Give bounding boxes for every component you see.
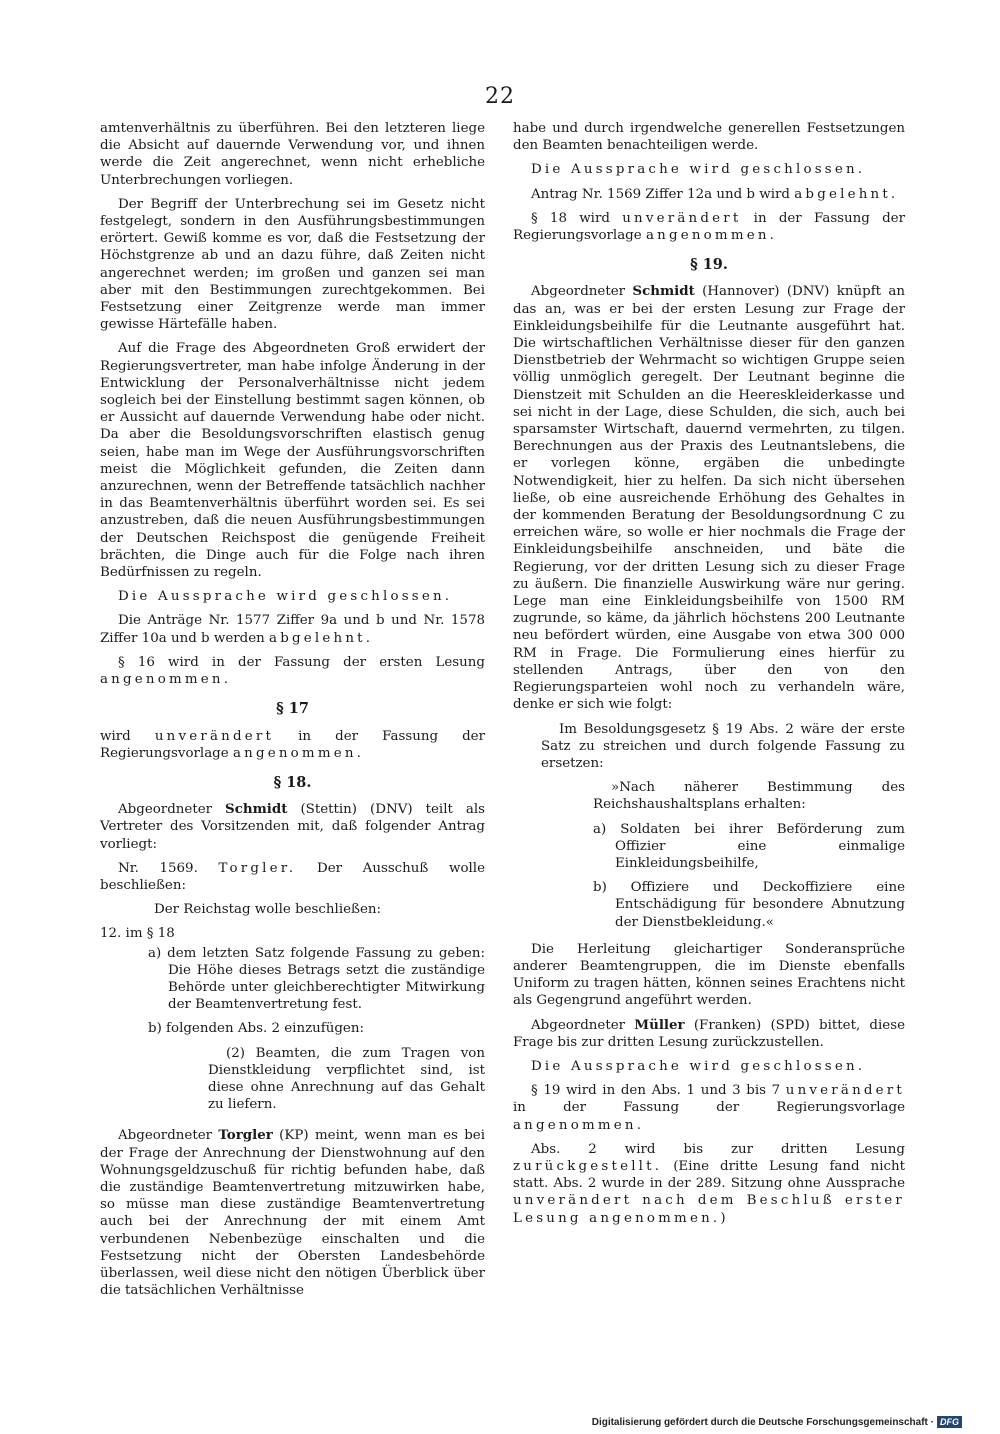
text-span: angenommen.	[645, 228, 778, 244]
paragraph	[100, 654, 485, 688]
text-span: unverändert	[154, 728, 275, 744]
paragraph	[513, 1082, 905, 1134]
paragraph: habe und durch irgendwelche generellen Festsetzungen den Beamten benachteiligen werde.	[513, 121, 905, 154]
paragraph	[513, 210, 905, 244]
paragraph: Die Aussprache wird geschlossen.	[531, 162, 866, 178]
text-span: (KP) meint, wenn man es bei der Frage der Anrechnung der Dienstwohnung auf den Wohnungsgeldzuschuß für richtig befunden habe, daß die zuständige Beamtenvertretung mitzuwirken habe, so müsse man diese zuständige Beamtenvertretung auch bei der Anrechnung der mit einem Amt verbundenen Nebenbezüge einschalten und die Festsetzung nicht der Obersten Landesbehörde überlassen, weil diese nicht den nötigen Überblick über die tatsächlichen Verhältnisse	[100, 1128, 485, 1299]
text-span: in der Fassung der Regierungsvorlage	[100, 728, 486, 761]
text-span: angenommen.	[513, 1117, 645, 1133]
text-span: abgelehnt.	[269, 630, 374, 646]
speaker-name: Torgler	[218, 1127, 273, 1144]
paragraph: Der Begriff der Unterbrechung sei im Gesetz nicht festgelegt, sondern in den Ausführungsbestimmungen erörtert. Gewiß komme es vor, daß die Festsetzung der Höchstgrenze ab und an dazu führe, daß Zeiten nicht angerechnet werden; im großen und ganzen sei man aber mit den Bestimmungen zurechtgekommen. Bei Festsetzung einer Zeitgrenze werde man immer gewisse Härtefälle haben.	[100, 196, 485, 333]
text-span: (Stettin) (DNV) teilt als Vertreter des Vorsitzenden mit, daß folgender Antrag vorliegt:	[100, 802, 486, 852]
text-span: unverändert nach dem Beschluß erster Lesung angenommen.)	[513, 1193, 905, 1226]
paragraph: Auf die Frage des Abgeordneten Groß erwidert der Regierungsvertreter, man habe infolge Änderung in der Entwicklung der Personalverhältnisse nicht jedem sogleich bei der Einstellung bestimmt sagen können, ob er Aussicht auf dauernde Verwendung habe oder nicht. Da aber die Besoldungsvorschriften elastisch genug seien, habe man im Wege der Ausführungsvorschriften meist die Möglichkeit gefunden, die Zeiten dann anzurechnen, wenn der Betreffende tatsächlich nachher in das Beamtenverhältnis überführt worden sei. Es sei anzustreben, daß die neuen Ausführungsbestimmungen der Deutschen Reichspost die genügende Freiheit brächten, die Dinge auch für die Folge nach ihren Bedürfnissen zu regeln.	[100, 341, 485, 581]
paragraph	[100, 728, 485, 762]
paragraph	[100, 801, 485, 853]
speaker-name: Schmidt	[632, 283, 695, 300]
text-span: in der Fassung der Regierungsvorlage	[513, 1100, 905, 1116]
paragraph: Die Herleitung gleichartiger Sonderansprüche anderer Beamtengruppen, die im Dienste ebenfalls Uniform zu tragen hätten, können seines Erachtens nicht als Gegengrund angeführt werden.	[513, 941, 905, 1009]
text-span: Der Ausschuß wolle beschließen:	[100, 860, 485, 893]
text-span: § 16 wird in der Fassung der ersten Lesung	[118, 654, 485, 670]
list-item: a) dem letzten Satz folgende Fassung zu geben: Die Höhe dieses Betrags setzt die zuständige Behörde unter gleichberechtigter Mitwirkung der Beamtenvertretung fest.	[148, 945, 485, 1013]
left-column	[100, 120, 485, 1306]
section-heading: § 18.	[273, 773, 312, 791]
paragraph: Die Aussprache wird geschlossen.	[118, 589, 453, 605]
text-span: Die Anträge Nr. 1577 Ziffer 9a und b und Nr. 1578 Ziffer 10a und b werden	[100, 613, 485, 646]
text-span: Abgeordneter	[118, 802, 213, 818]
text-span: (Hannover) (DNV) knüpft an das an, was er bei der ersten Lesung zur Frage der Einkleidungsbeihilfe für die Leutnante ausgeführt hat. Die wirtschaftlichen Verhältnisse dieser für den ganzen Dienstbetrieb der Wehrmacht so wichtigen Gruppe seien völlig unmöglich geregelt. Der Leutnant beginne die Dienstzeit mit Schulden an die Heereskleiderkasse und sei nicht in der Lage, diese Schulden, die sich, auch bei sparsamster Wirtschaft, dauernd vermehrten, zu tilgen. Berechnungen aus der Praxis des Leutnantslebens, die er vorlegen könne, ergäben die unbedingte Notwendigkeit, hier zu helfen. Da sich nicht übersehen ließe, ob eine ausreichende Erhöhung des Gehaltes in der kommenden Beratung der Besoldungsordnung C zu erreichen wäre, so wolle er hier nochmals die Frage der Einkleidungsbeihilfe anschneiden, und bäte die Regierung, vor der dritten Lesung sich zu dieser Frage zu äußern. Die finanzielle Auswirkung wäre nur gering. Lege man eine Einkleidungsbeihilfe von 1500 RM zugrunde, so käme, da jährlich höchstens 200 Leutnante neu befördert würden, eine Ausgabe von etwa 300 000 RM in Frage. Die Formulierung eines hierfür zu stellenden Antrags, über den von den Regierungsparteien wohl noch zu verhandeln wäre, denke er sich wie folgt:	[513, 284, 906, 713]
speaker-name: Schmidt	[225, 801, 288, 818]
footer-text: Digitalisierung gefördert durch die Deutsche Forschungsgemeinschaft	[591, 1417, 928, 1428]
text-span: Nr. 1569.	[118, 860, 198, 876]
text-span: angenommen.	[100, 672, 232, 688]
list-item: b) Offiziere und Deckoffiziere eine Entschädigung für besondere Abnutzung der Dienstbekleidung.«	[593, 880, 905, 930]
dfg-logo: DFG	[937, 1416, 962, 1428]
paragraph	[513, 1017, 905, 1051]
paragraph	[513, 186, 905, 203]
text-span: Antrag Nr. 1569 Ziffer 12a und b wird	[531, 186, 790, 202]
text-span: (Franken) (SPD) bittet, diese Frage bis zur dritten Lesung zurückzustellen.	[513, 1017, 906, 1050]
footer-credit: Digitalisierung gefördert durch die Deutsche Forschungsgemeinschaft · DFG	[592, 1416, 962, 1428]
paragraph: Der Reichstag wolle beschließen:	[154, 902, 382, 918]
text-span: Abgeordneter	[118, 1128, 213, 1144]
text-span: angenommen.	[232, 745, 365, 761]
paragraph	[513, 1141, 905, 1227]
text-span: zurückgestellt.	[513, 1158, 663, 1174]
list-item: a) Soldaten bei ihrer Beförderung zum Offizier eine einmalige Einkleidungsbeihilfe,	[593, 821, 905, 871]
paragraph	[100, 860, 485, 894]
paragraph	[513, 283, 905, 713]
page-number: 22	[485, 84, 515, 109]
text-span: (Eine dritte Lesung fand nicht statt. Abs. 2 wurde in der 289. Sitzung ohne Aussprache	[513, 1158, 905, 1192]
paragraph: »Nach näherer Bestimmung des Reichshaushaltsplans erhalten:	[593, 780, 905, 813]
paragraph: Die Aussprache wird geschlossen.	[531, 1058, 866, 1074]
text-span: wird	[100, 728, 131, 744]
text-span: § 18 wird	[531, 210, 610, 226]
text-span: Abgeordneter	[531, 284, 626, 300]
text-span: Abgeordneter	[531, 1017, 626, 1033]
speaker-name: Müller	[634, 1016, 685, 1033]
paragraph: Im Besoldungsgesetz § 19 Abs. 2 wäre der erste Satz zu streichen und durch folgende Fassung zu ersetzen:	[541, 721, 905, 771]
text-span: § 19 wird in den Abs. 1 und 3 bis 7	[531, 1083, 781, 1099]
text-span: Abs. 2 wird bis zur dritten Lesung	[531, 1141, 905, 1157]
list-item: b) folgenden Abs. 2 einzufügen:	[148, 1021, 364, 1037]
speaker-name: Torgler.	[218, 860, 297, 876]
text-span: in der Fassung der Regierungsvorlage	[513, 210, 906, 244]
paragraph: (2) Beamten, die zum Tragen von Dienstkleidung verpflichtet sind, ist diese ohne Anrechnung auf das Gehalt zu liefern.	[208, 1045, 485, 1113]
section-heading: § 19.	[690, 256, 728, 274]
text-span: abgelehnt.	[794, 186, 899, 202]
text-span: unverändert	[785, 1083, 905, 1099]
paragraph	[100, 612, 485, 646]
section-heading: § 17	[276, 700, 309, 718]
paragraph	[100, 1127, 485, 1299]
paragraph: 12. im § 18	[100, 926, 175, 942]
paragraph: amtenverhältnis zu überführen. Bei den letzteren liege die Absicht auf dauernde Verwendung vor, und ihnen werde die Zeit angerechnet, wenn nicht erhebliche Unterbrechungen vorliegen.	[100, 121, 485, 188]
right-column	[513, 120, 905, 1234]
text-span: unverändert	[622, 210, 742, 226]
